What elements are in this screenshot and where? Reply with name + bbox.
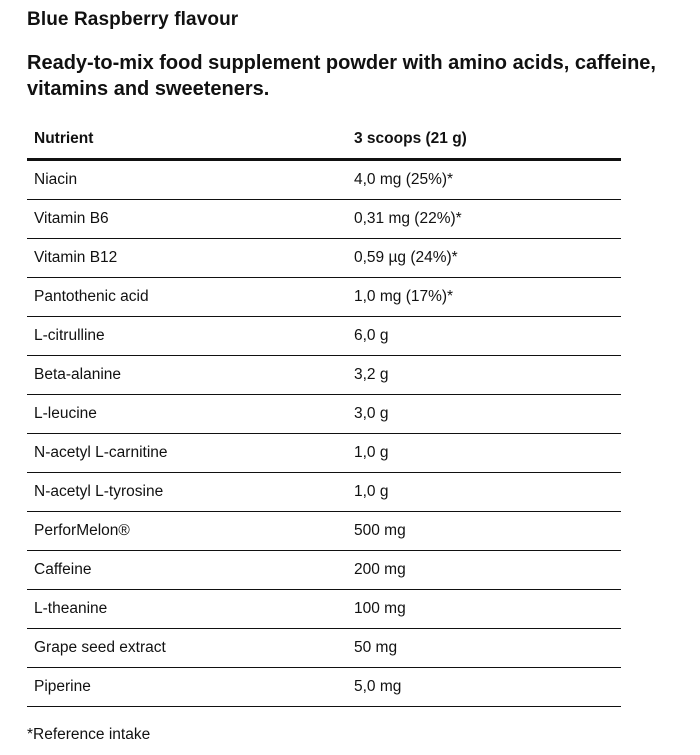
nutrient-amount: 200 mg [354,561,406,578]
nutrient-name: Piperine [34,678,91,695]
nutrient-amount: 4,0 mg (25%)* [354,171,454,188]
nutrient-name: L-leucine [34,405,97,422]
footnote: *Reference intake [27,726,151,743]
table-row [27,200,621,239]
nutrient-name: Grape seed extract [34,639,166,656]
nutrient-amount: 5,0 mg [354,678,402,695]
table-row [27,161,621,200]
nutrient-amount: 3,0 g [354,405,389,422]
table-row [27,590,621,629]
table-row [27,434,621,473]
nutrient-amount: 6,0 g [354,327,389,344]
table-row [27,551,621,590]
header-amount: 3 scoops (21 g) [354,130,467,147]
product-description: Ready-to-mix food supplement powder with amino acids, caffeine, vitamins and sweeteners. [27,52,656,100]
table-row [27,356,621,395]
nutrient-amount: 0,31 mg (22%)* [354,210,462,227]
table-row [27,239,621,278]
table-row [27,317,621,356]
nutrient-name: N-acetyl L-carnitine [34,444,168,461]
nutrient-name: Pantothenic acid [34,288,149,305]
nutrient-amount: 3,2 g [354,366,389,383]
nutrient-amount: 50 mg [354,639,398,656]
flavour-title: Blue Raspberry flavour [27,9,239,30]
header-nutrient: Nutrient [34,130,94,147]
table-row [27,473,621,512]
nutrient-name: Vitamin B12 [34,249,118,266]
table-row [27,668,621,707]
table-row [27,395,621,434]
nutrient-name: Beta-alanine [34,366,122,383]
nutrient-amount: 0,59 µg (24%)* [354,249,458,266]
nutrient-amount: 500 mg [354,522,406,539]
table-header [27,120,621,161]
table-body [27,161,621,707]
nutrient-name: L-theanine [34,600,108,617]
nutrient-name: Niacin [34,171,78,188]
nutrient-amount: 1,0 g [354,483,389,500]
nutrient-name: L-citrulline [34,327,105,344]
nutrient-name: Caffeine [34,561,92,578]
nutrient-amount: 100 mg [354,600,406,617]
nutrient-name: PerforMelon® [34,522,130,539]
table-row [27,512,621,551]
nutrient-amount: 1,0 mg (17%)* [354,288,454,305]
table-row [27,629,621,668]
nutrient-amount: 1,0 g [354,444,389,461]
nutrient-name: Vitamin B6 [34,210,109,227]
table-row [27,278,621,317]
nutrient-name: N-acetyl L-tyrosine [34,483,164,500]
nutrition-table [27,120,621,707]
